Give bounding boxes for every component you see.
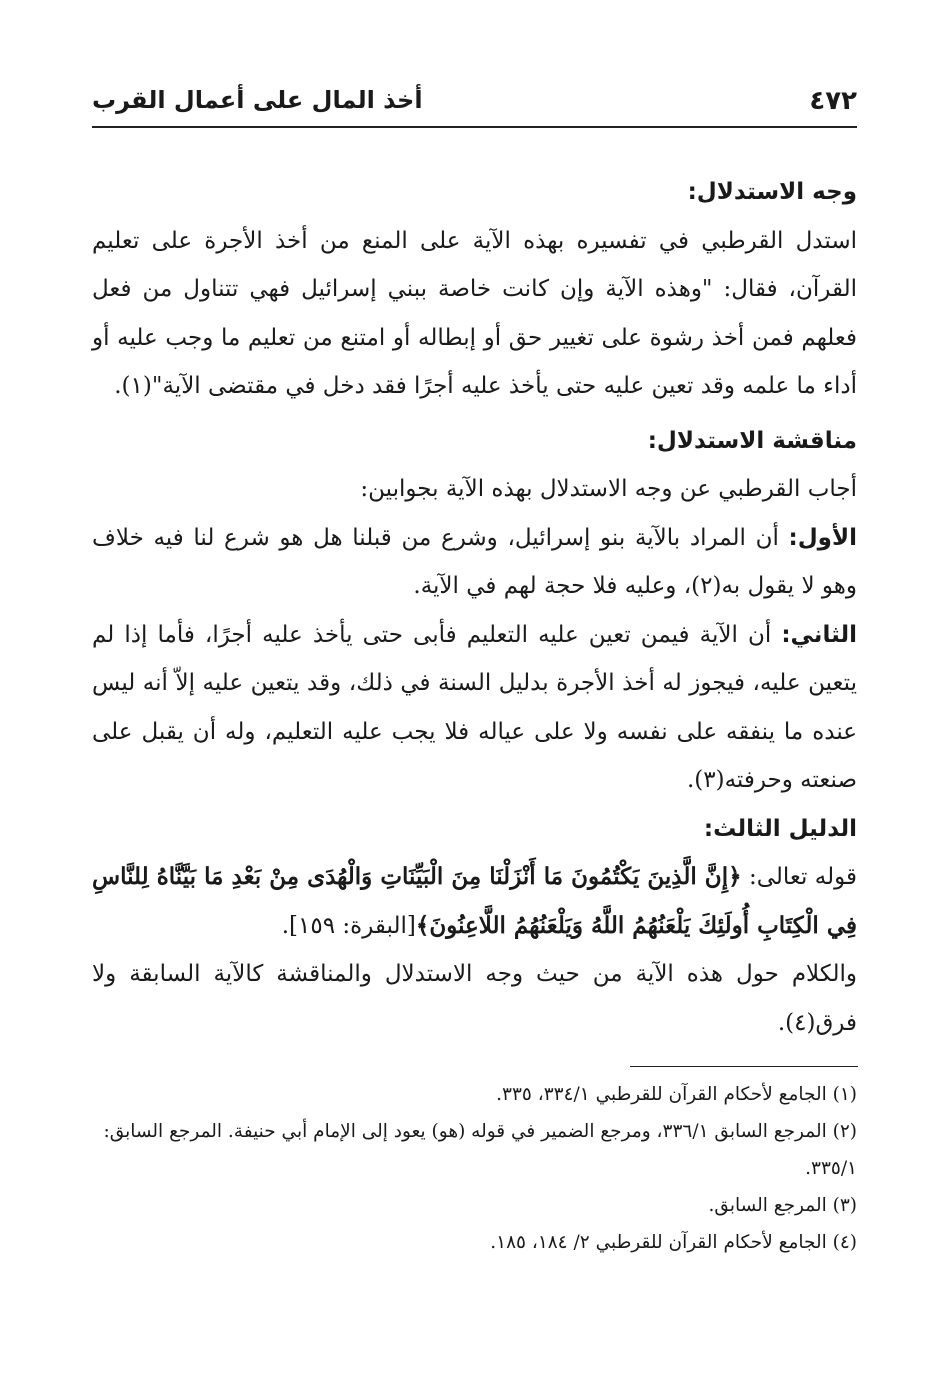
page-number: ٤٧٢: [809, 86, 857, 116]
verse-reference: [البقرة: ١٥٩].: [281, 912, 416, 939]
paragraph-inference: استدل القرطبي في تفسيره بهذه الآية على المنع من أخذ الأجرة على تعليم القرآن، فقال: "وهذه الآية وإن كانت خاصة ببني إسرائيل فهي تتناول من فعل فعلهم فمن أخذ رشوة على تغيير حق أو إبطاله أو امتنع من تعليم ما وجب عليه أو أداء ما علمه وقد تعين عليه حتى يأخذ عليه أجرًا فقد دخل في مقتضى الآية"(١).: [92, 227, 857, 399]
quran-verse: ﴿إِنَّ الَّذِينَ يَكْتُمُونَ مَا أَنْزَلْنَا مِنَ الْبَيِّنَاتِ وَالْهُدَى مِنْ بَعْدِ مَا بَيَّنَّاهُ لِلنَّاسِ فِي الْكِتَابِ أُولَئِكَ يَلْعَنُهُمُ اللَّهُ وَيَلْعَنُهُمُ اللَّاعِنُونَ﴾: [92, 863, 857, 939]
footnote-2: (٢) المرجع السابق ٣٣٦/١، ومرجع الضمير في قوله (هو) يعود إلى الإمام أبي حنيفة. المرجع السابق: ٣٣٥/١.: [103, 1121, 857, 1179]
paragraph-verse: [92, 853, 857, 950]
second-answer-label: الثاني:: [781, 621, 857, 648]
footnote-3: (٣) المرجع السابق.: [708, 1195, 857, 1216]
paragraph-second-answer: [92, 611, 857, 805]
footnote-1: (١) الجامع لأحكام القرآن للقرطبي ٣٣٤/١، ٣٣٥.: [496, 1084, 857, 1105]
page-body: [92, 168, 857, 1047]
header-divider: [92, 126, 857, 128]
first-answer-label: الأول:: [788, 524, 857, 551]
section-heading-inference: وجه الاستدلال:: [687, 179, 857, 205]
section-heading-discussion: مناقشة الاستدلال:: [647, 427, 857, 454]
paragraph-discussion-intro: أجاب القرطبي عن وجه الاستدلال بهذه الآية بجوابين:: [360, 476, 857, 502]
footnotes: [92, 1076, 857, 1261]
page-header: [92, 86, 857, 124]
paragraph-closing: والكلام حول هذه الآية من حيث وجه الاستدلال والمناقشة كالآية السابقة ولا فرق(٤).: [92, 961, 857, 1036]
section-heading-third-evidence: الدليل الثالث:: [703, 815, 857, 842]
verse-intro: قوله تعالى:: [741, 864, 857, 890]
footnote-divider: [630, 1066, 858, 1067]
second-answer-text: أن الآية فيمن تعين عليه التعليم فأبى حتى يأخذ عليه أجرًا، فأما إذا لم يتعين عليه، فيجوز له أخذ الأجرة بدليل السنة في ذلك، وقد يتعين عليه إلاّ أنه ليس عنده ما ينفقه على نفسه ولا على عياله فلا يجب عليه التعليم، وله أن يقبل على صنعته وحرفته(٣).: [92, 621, 857, 793]
paragraph-first-answer: [92, 514, 857, 611]
first-answer-text: أن المراد بالآية بنو إسرائيل، وشرع من قبلنا هل هو شرع لنا فيه خلاف وهو لا يقول به(٢)، وعليه فلا حجة لهم في الآية.: [92, 524, 857, 599]
footnote-4: (٤) الجامع لأحكام القرآن للقرطبي ٢/ ١٨٤، ١٨٥.: [490, 1232, 857, 1253]
running-title: أخذ المال على أعمال القرب: [92, 86, 423, 114]
